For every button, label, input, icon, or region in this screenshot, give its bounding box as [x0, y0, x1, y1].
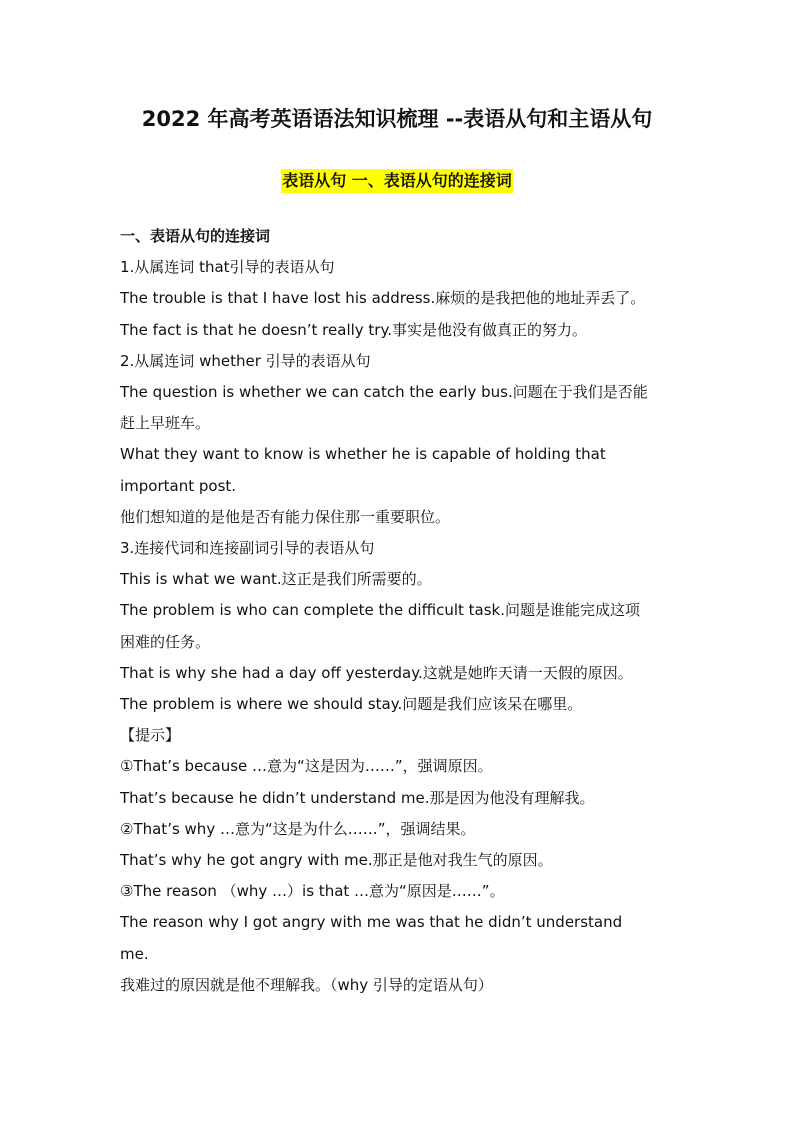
text-line: ①That’s because …意为“这是因为……”，强调原因。: [120, 757, 493, 776]
document-body: [120, 221, 700, 1001]
highlighted-subtitle: 表语从句 一、表语从句的连接词: [281, 169, 513, 193]
text-line: The question is whether we can catch the early bus.问题在于我们是否能: [120, 383, 648, 402]
text-line: That’s because he didn’t understand me.那是因为他没有理解我。: [120, 788, 595, 807]
text-line: ③The reason （why …）is that …意为“原因是……”。: [120, 882, 505, 901]
text-line: That is why she had a day off yesterday.这就是她昨天请一天假的原因。: [120, 663, 633, 682]
section-heading: 一、表语从句的连接词: [120, 227, 271, 245]
text-line: 困难的任务。: [120, 632, 211, 651]
text-line: The trouble is that I have lost his address.麻烦的是我把他的地址弄丢了。: [120, 289, 646, 308]
document-title: 2022 年高考英语语法知识梳理 --表语从句和主语从句: [141, 107, 653, 131]
text-line: The problem is where we should stay.问题是我们应该呆在哪里。: [120, 695, 583, 714]
text-line: What they want to know is whether he is capable of holding that: [120, 445, 606, 464]
text-line: 1.从属连词 that引导的表语从句: [120, 258, 335, 277]
text-line: The fact is that he doesn’t really try.事实是他没有做真正的努力。: [120, 320, 587, 339]
text-line: 2.从属连词 whether 引导的表语从句: [120, 351, 371, 370]
text-line: The problem is who can complete the difficult task.问题是谁能完成这项: [120, 601, 641, 620]
text-line: important post.: [120, 476, 237, 495]
text-line: This is what we want.这正是我们所需要的。: [120, 570, 432, 589]
text-line: 3.连接代词和连接副词引导的表语从句: [120, 539, 375, 558]
text-line: That’s why he got angry with me.那正是他对我生气的原因。: [120, 851, 553, 870]
text-line: 我难过的原因就是他不理解我。（why 引导的定语从句）: [120, 975, 493, 994]
tip-heading: 【提示】: [120, 726, 181, 745]
text-line: ②That’s why …意为“这是为什么……”，强调结果。: [120, 819, 476, 838]
text-line: 赶上早班车。: [120, 414, 211, 433]
subtitle-container: [0, 169, 794, 193]
text-line: me.: [120, 944, 149, 963]
text-line: The reason why I got angry with me was that he didn’t understand: [120, 913, 623, 932]
text-line: 他们想知道的是他是否有能力保住那一重要职位。: [120, 507, 451, 526]
